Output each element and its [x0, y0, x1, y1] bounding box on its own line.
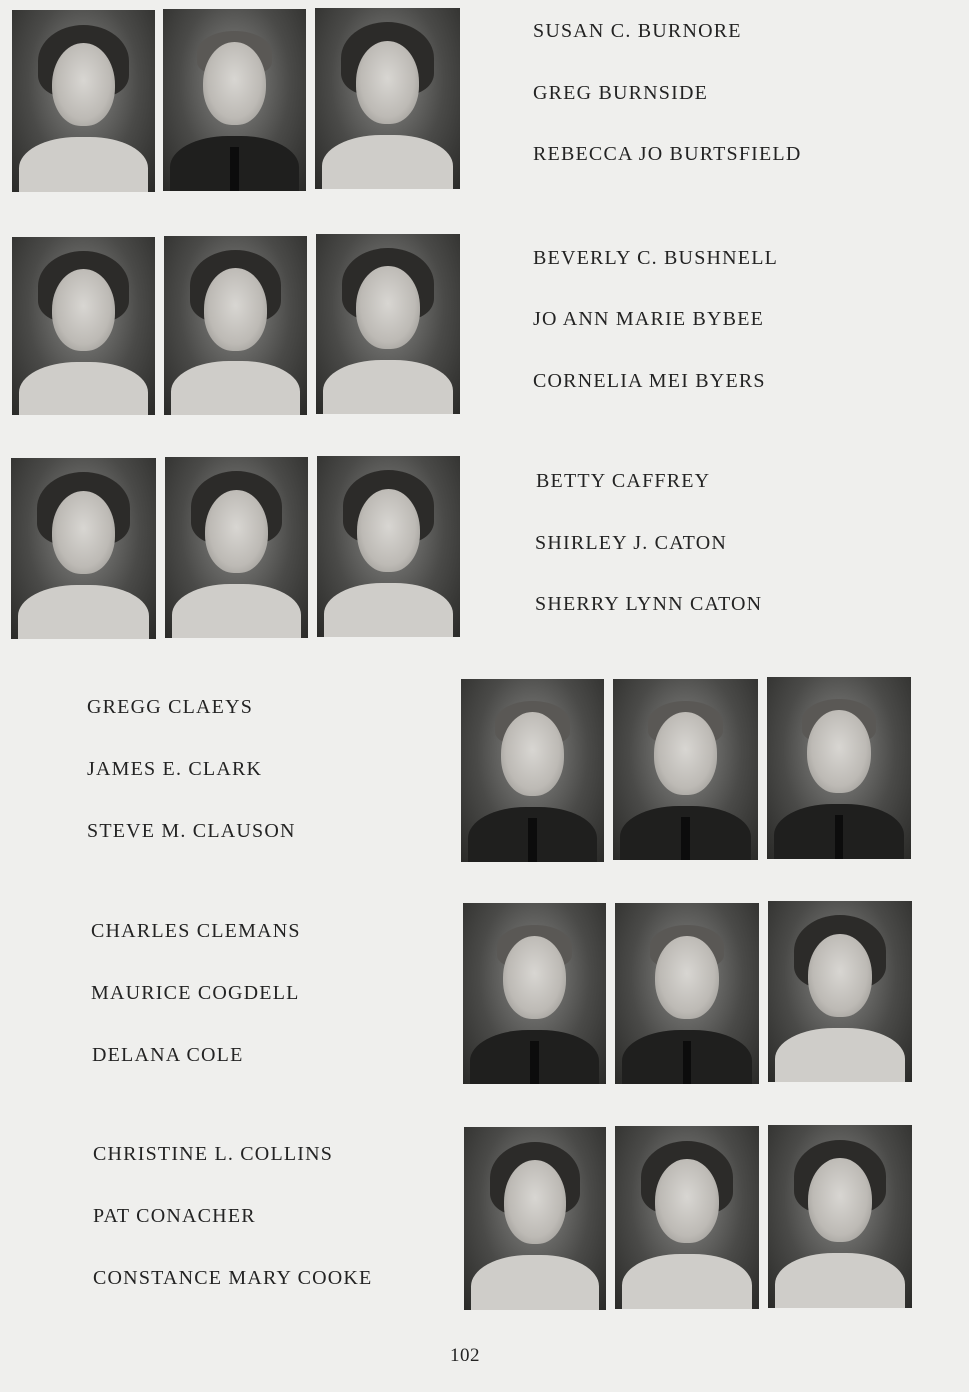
portrait-photo-constance-mary-cooke: [768, 1125, 912, 1308]
student-name: GREG BURNSIDE: [533, 82, 709, 104]
portrait-photo-cornelia-mei-byers: [316, 234, 460, 414]
student-name: SUSAN C. BURNORE: [533, 20, 742, 42]
student-name: MAURICE COGDELL: [91, 982, 300, 1004]
student-name: GREGG CLAEYS: [87, 696, 254, 718]
student-name: BETTY CAFFREY: [536, 470, 711, 492]
portrait-photo-maurice-cogdell: [615, 903, 759, 1084]
student-name: CORNELIA MEI BYERS: [533, 370, 766, 392]
portrait-photo-rebecca-jo-burtsfield: [315, 8, 460, 189]
student-name: DELANA COLE: [92, 1044, 244, 1066]
portrait-photo-shirley-j-caton: [165, 457, 308, 638]
student-name: BEVERLY C. BUSHNELL: [533, 247, 779, 269]
portrait-photo-charles-clemans: [463, 903, 606, 1084]
portrait-photo-sherry-lynn-caton: [317, 456, 460, 637]
student-name: PAT CONACHER: [93, 1205, 256, 1227]
portrait-photo-beverly-c-bushnell: [12, 237, 155, 415]
portrait-photo-steve-m-clauson: [767, 677, 911, 859]
page-number: 102: [450, 1345, 480, 1366]
student-name: JO ANN MARIE BYBEE: [533, 308, 765, 330]
portrait-photo-betty-caffrey: [11, 458, 156, 639]
student-name: SHERRY LYNN CATON: [535, 593, 763, 615]
portrait-photo-pat-conacher: [615, 1126, 759, 1309]
student-name: CONSTANCE MARY COOKE: [93, 1267, 373, 1289]
student-name: JAMES E. CLARK: [87, 758, 263, 780]
portrait-photo-delana-cole: [768, 901, 912, 1082]
portrait-photo-gregg-claeys: [461, 679, 604, 862]
student-name: REBECCA JO BURTSFIELD: [533, 143, 802, 165]
student-name: CHARLES CLEMANS: [91, 920, 301, 942]
portrait-photo-christine-l-collins: [464, 1127, 606, 1310]
portrait-photo-james-e-clark: [613, 679, 758, 860]
portrait-photo-susan-c-burnore: [12, 10, 155, 192]
portrait-photo-jo-ann-marie-bybee: [164, 236, 307, 415]
student-name: SHIRLEY J. CATON: [535, 532, 727, 554]
student-name: STEVE M. CLAUSON: [87, 820, 296, 842]
student-name: CHRISTINE L. COLLINS: [93, 1143, 334, 1165]
portrait-photo-greg-burnside: [163, 9, 306, 191]
